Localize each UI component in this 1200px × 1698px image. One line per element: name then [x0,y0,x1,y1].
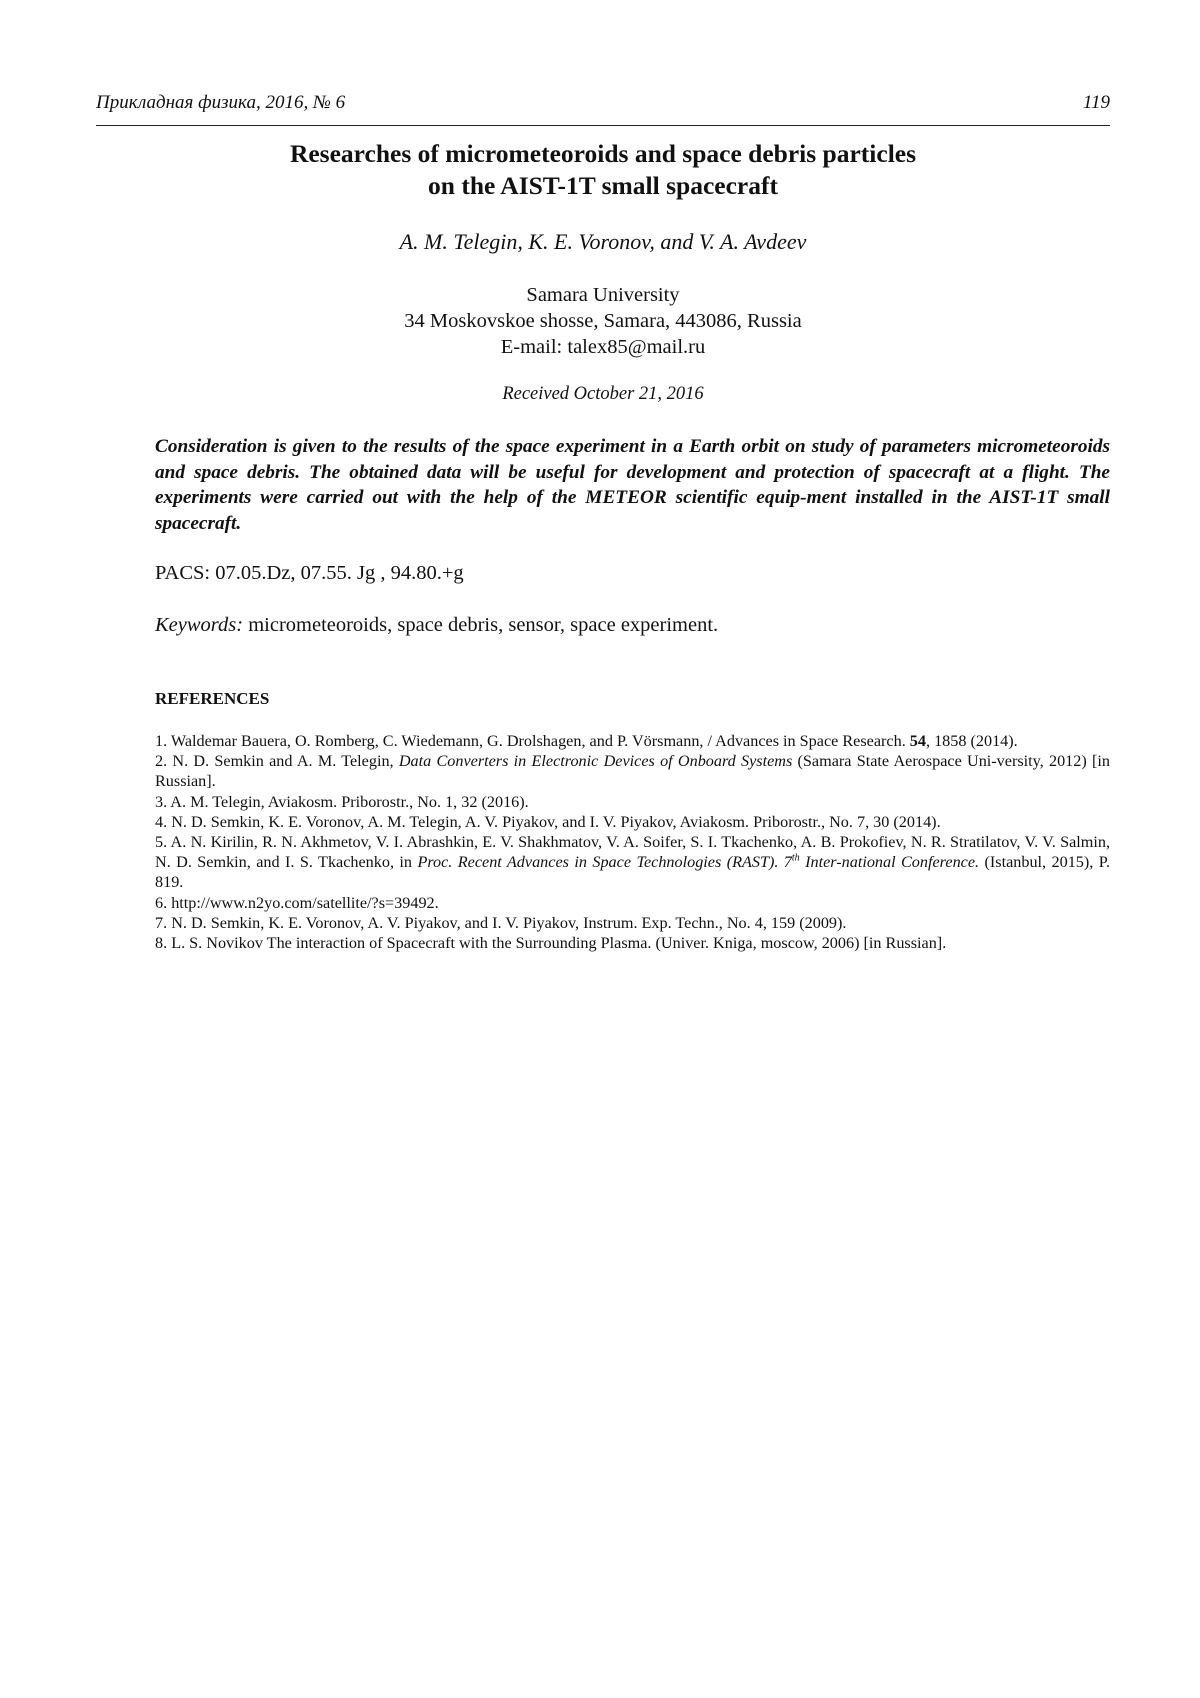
reference-item: 2. N. D. Semkin and A. M. Telegin, Data Converters in Electronic Devices of Onboard Systems (Samara State Aerospace Uni-versity, 2012) [in Russian]. [155,752,1110,791]
reference-item: 6. http://www.n2yo.com/satellite/?s=39492. [155,893,439,912]
keywords-text: micrometeoroids, space debris, sensor, space experiment. [243,614,719,636]
article-title [96,138,1110,202]
received-date: Received October 21, 2016 [502,384,704,404]
title-line-2: on the AIST-1T small spacecraft [428,171,778,200]
header-rule [96,125,1110,126]
author-list: A. M. Telegin, K. E. Voronov, and V. A. Avdeev [399,229,807,254]
contact-email: E-mail: talex85@mail.ru [500,336,706,358]
institution: Samara University [526,284,680,306]
title-line-1: Researches of micrometeoroids and space debris particles [289,139,917,168]
reference-item: 4. N. D. Semkin, K. E. Voronov, A. M. Telegin, A. V. Piyakov, and I. V. Piyakov, Aviakosm. Priborostr., No. 7, 30 (2014). [155,812,941,831]
affiliation-block [96,282,1110,360]
reference-item: 7. N. D. Semkin, K. E. Voronov, A. V. Piyakov, and I. V. Piyakov, Instrum. Exp. Techn., No. 4, 159 (2009). [155,913,847,932]
reference-item: 5. A. N. Kirilin, R. N. Akhmetov, V. I. Abrashkin, E. V. Shakhmatov, V. A. Soifer, S. I. Tkachenko, A. B. Prokofiev, N. R. Stratilatov, V. V. Salmin, N. D. Semkin, and I. S. Tkachenko, in Proc. Recent Advances in Space Technologies (RAST). 7th Inter-national Conference. (Istanbul, 2015), P. 819. [155,833,1110,892]
reference-item: 1. Waldemar Bauera, O. Romberg, C. Wiedemann, G. Drolshagen, and P. Vörsmann, / Advances in Space Research. 54, 1858 (2014). [155,732,1018,750]
reference-item: 8. L. S. Novikov The interaction of Spacecraft with the Surrounding Plasma. (Univer. Kniga, moscow, 2006) [in Russian]. [155,934,947,953]
references-heading: REFERENCES [155,689,270,708]
journal-citation: Прикладная физика, 2016, № 6 [96,92,346,113]
reference-list [155,731,1110,953]
keywords [155,614,1110,637]
address: 34 Moskovskoe shosse, Samara, 443086, Russia [404,310,802,332]
pacs-codes: PACS: 07.05.Dz, 07.55. Jg , 94.80.+g [155,562,464,584]
keywords-label: Keywords: [155,614,244,636]
page-number: 119 [1082,92,1110,113]
reference-item: 3. A. M. Telegin, Aviakosm. Priborostr., No. 1, 32 (2016). [155,792,529,811]
running-header [96,92,1110,120]
abstract: Consideration is given to the results of the space experiment in a Earth orbit on study of parameters micrometeoroids and space debris. The obtained data will be useful for development and protection of spacecraft at a flight. The experiments were carried out with the help of the METEOR scientific equip-ment installed in the AIST-1T small spacecraft. [155,436,1110,534]
reference-url: http://www.n2yo.com/satellite/?s=39492. [167,893,439,912]
